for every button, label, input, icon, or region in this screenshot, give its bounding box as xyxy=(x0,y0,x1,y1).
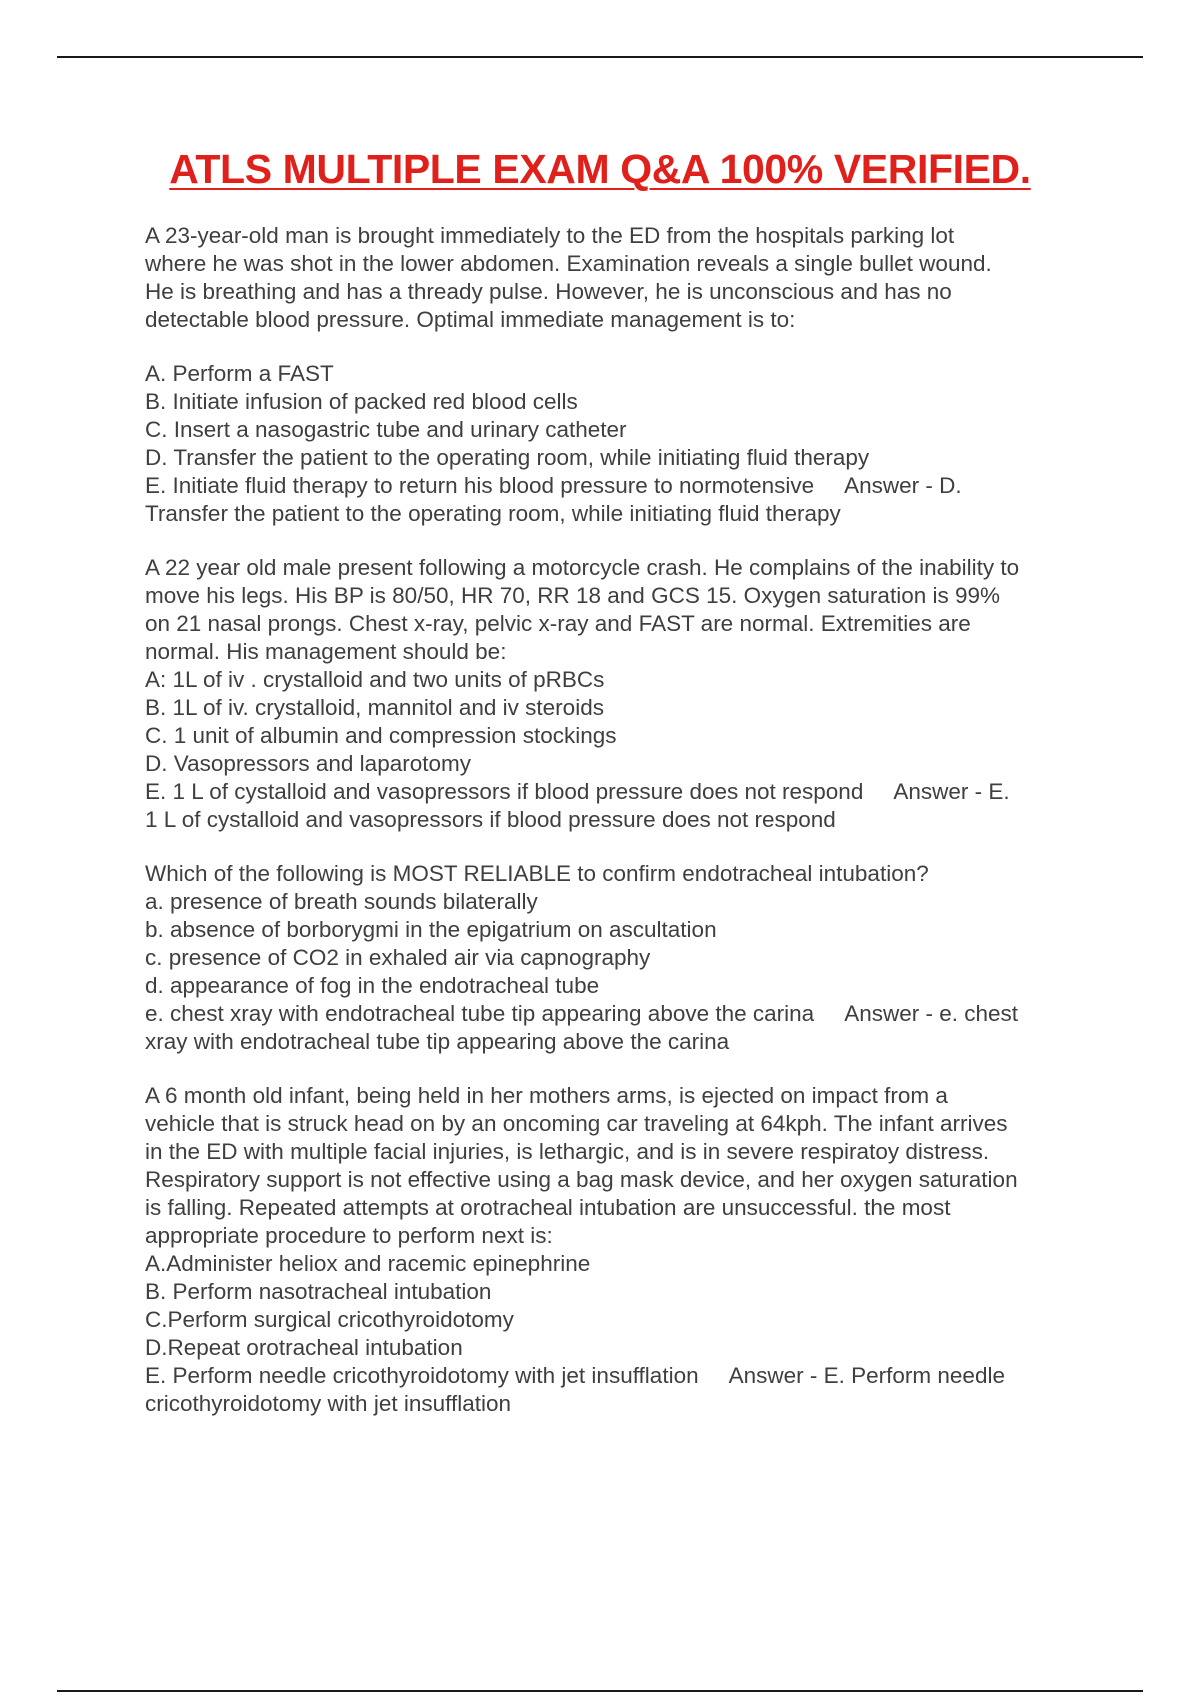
answer-key-line: 1 L of cystalloid and vasopressors if blood pressure does not respond xyxy=(145,807,836,832)
answer-option: B. Initiate infusion of packed red blood cells xyxy=(145,389,578,414)
question-stem-line: detectable blood pressure. Optimal immediate management is to: xyxy=(145,307,796,332)
answer-option: C.Perform surgical cricothyroidotomy xyxy=(145,1307,514,1332)
answer-key-line: xray with endotracheal tube tip appearing above the carina xyxy=(145,1029,730,1054)
answer-option: C. Insert a nasogastric tube and urinary catheter xyxy=(145,417,627,442)
answer-option: d. appearance of fog in the endotracheal tube xyxy=(145,973,600,998)
question-stem-line: in the ED with multiple facial injuries, is lethargic, and is in severe respiratoy distress. xyxy=(145,1139,990,1164)
answer-option: A. Perform a FAST xyxy=(145,361,334,386)
answer-option: D.Repeat orotracheal intubation xyxy=(145,1335,463,1360)
answer-option-with-key: E. 1 L of cystalloid and vasopressors if blood pressure does not respond Answer - E. xyxy=(145,779,1010,804)
answer-option: A.Administer heliox and racemic epinephrine xyxy=(145,1251,591,1276)
footer-rule xyxy=(57,1690,1143,1692)
answer-option: b. absence of borborygmi in the epigatrium on ascultation xyxy=(145,917,717,942)
question-stem-line: on 21 nasal prongs. Chest x-ray, pelvic x-ray and FAST are normal. Extremities are xyxy=(145,611,971,636)
question-stem-line: Which of the following is MOST RELIABLE to confirm endotracheal intubation? xyxy=(145,861,929,886)
question-stem-line: appropriate procedure to perform next is: xyxy=(145,1223,553,1248)
question-stem-line: normal. His management should be: xyxy=(145,639,507,664)
question-stem-line: A 6 month old infant, being held in her mothers arms, is ejected on impact from a xyxy=(145,1083,948,1108)
answer-option: B. 1L of iv. crystalloid, mannitol and iv steroids xyxy=(145,695,604,720)
answer-key-line: Transfer the patient to the operating room, while initiating fluid therapy xyxy=(145,501,841,526)
question-block-1 xyxy=(145,222,1095,528)
answer-option: a. presence of breath sounds bilaterally xyxy=(145,889,538,914)
answer-option: C. 1 unit of albumin and compression stockings xyxy=(145,723,617,748)
question-block-3 xyxy=(145,860,1095,1056)
answer-option-with-key: e. chest xray with endotracheal tube tip appearing above the carina Answer - e. chest xyxy=(145,1001,1019,1026)
question-stem-line: is falling. Repeated attempts at orotracheal intubation are unsuccessful. the most xyxy=(145,1195,951,1220)
page-title: ATLS MULTIPLE EXAM Q&A 100% VERIFIED. xyxy=(169,146,1031,192)
question-stem-line: Respiratory support is not effective using a bag mask device, and her oxygen saturation xyxy=(145,1167,1018,1192)
question-stem-line: move his legs. His BP is 80/50, HR 70, RR 18 and GCS 15. Oxygen saturation is 99% xyxy=(145,583,1000,608)
question-block-4 xyxy=(145,1082,1095,1418)
question-stem-line: A 23-year-old man is brought immediately to the ED from the hospitals parking lot xyxy=(145,223,955,248)
question-stem-line: He is breathing and has a thready pulse. However, he is unconscious and has no xyxy=(145,279,952,304)
question-block-2 xyxy=(145,554,1095,834)
answer-option: A: 1L of iv . crystalloid and two units of pRBCs xyxy=(145,667,605,692)
question-stem-line: vehicle that is struck head on by an oncoming car traveling at 64kph. The infant arrives xyxy=(145,1111,1008,1136)
question-stem-line: where he was shot in the lower abdomen. Examination reveals a single bullet wound. xyxy=(145,251,992,276)
answer-option-with-key: E. Initiate fluid therapy to return his blood pressure to normotensive Answer - D. xyxy=(145,473,962,498)
question-stem-line: A 22 year old male present following a motorcycle crash. He complains of the inability to xyxy=(145,555,1020,580)
answer-option: D. Vasopressors and laparotomy xyxy=(145,751,471,776)
answer-option-with-key: E. Perform needle cricothyroidotomy with jet insufflation Answer - E. Perform needle xyxy=(145,1363,1005,1388)
spacer xyxy=(145,334,1095,360)
document-body xyxy=(145,222,1095,1444)
answer-option: B. Perform nasotracheal intubation xyxy=(145,1279,492,1304)
answer-key-line: cricothyroidotomy with jet insufflation xyxy=(145,1391,511,1416)
answer-option: c. presence of CO2 in exhaled air via capnography xyxy=(145,945,651,970)
answer-option: D. Transfer the patient to the operating room, while initiating fluid therapy xyxy=(145,445,870,470)
header-rule xyxy=(57,56,1143,58)
